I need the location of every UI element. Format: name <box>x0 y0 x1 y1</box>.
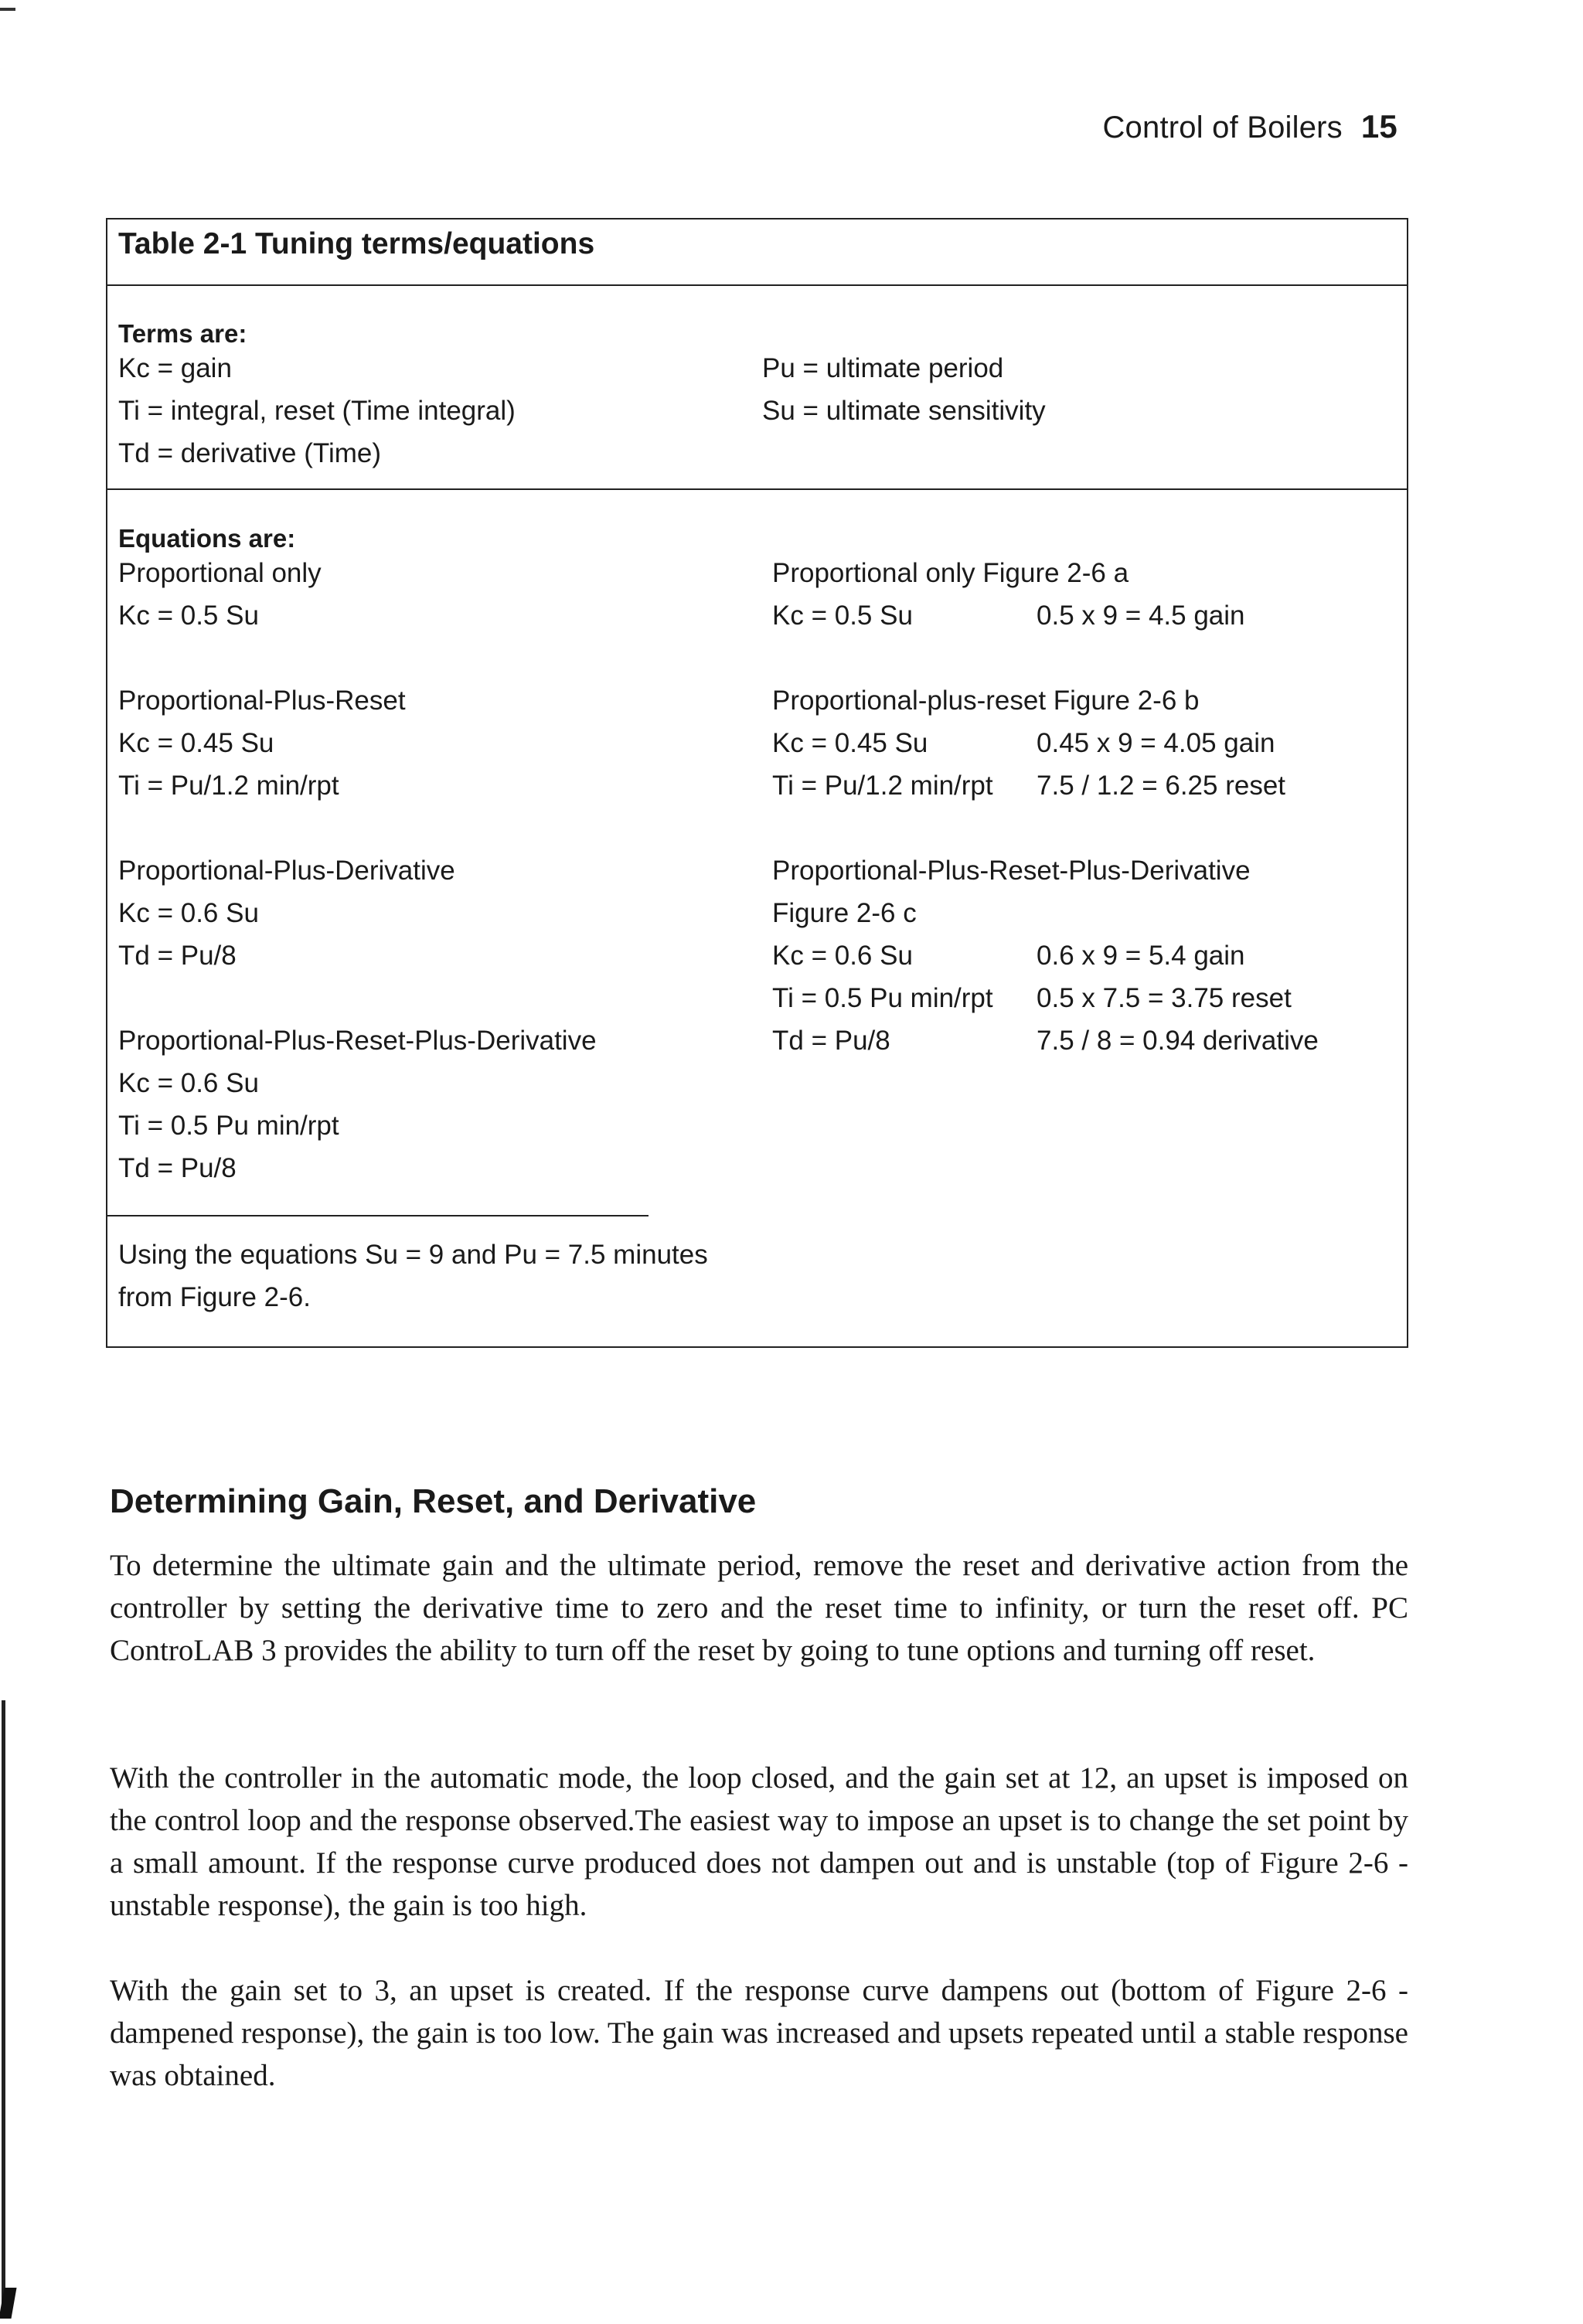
left-eq-line: Proportional-Plus-Reset-Plus-Derivative <box>118 1026 597 1056</box>
body-paragraph: With the gain set to 3, an upset is created. If the response curve dampens out (bottom of Figure 2-6 - dampened response), the gain is too low. The gain was increased and upsets repeated until a stable response was obtained. <box>110 1974 1408 2092</box>
right-calc: 0.6 x 9 = 5.4 gain <box>1037 941 1245 971</box>
left-eq-line: Kc = 0.5 Su <box>118 601 259 631</box>
footnote-line: Using the equations Su = 9 and Pu = 7.5 minutes <box>118 1240 708 1270</box>
left-eq-line: Proportional-Plus-Reset <box>118 686 406 716</box>
term-ti: Ti = integral, reset (Time integral) <box>118 396 516 426</box>
equations-heading: Equations are: <box>118 524 296 553</box>
term-pu: Pu = ultimate period <box>762 353 1004 383</box>
page-number: 15 <box>1360 108 1397 145</box>
table-rule <box>107 488 1407 490</box>
right-eq: Ti = 0.5 Pu min/rpt <box>772 983 993 1013</box>
terms-heading: Terms are: <box>118 319 247 348</box>
left-eq-line: Ti = 0.5 Pu min/rpt <box>118 1111 339 1141</box>
left-eq-line: Proportional only <box>118 558 322 588</box>
body-paragraph: With the controller in the automatic mode, the loop closed, and the gain set at 12, an upset is imposed on the control loop and the response observed.The easiest way to impose an upset is to change the set point by a small amount. If the response curve produced does not dampen out and is unstable (top of Figure 2-6 - unstable response), the gain is too high. <box>110 1761 1408 1922</box>
table-rule <box>107 284 1407 286</box>
term-su: Su = ultimate sensitivity <box>762 396 1046 426</box>
left-eq-line: Td = Pu/8 <box>118 1153 237 1183</box>
body-paragraph: To determine the ultimate gain and the ultimate period, remove the reset and derivative action from the controller by setting the derivative time to zero and the reset time to infinity, or turn the reset off. PC ControLAB 3 provides the ability to turn off the reset by going to tune options and turning off reset. <box>110 1549 1408 1667</box>
left-eq-line: Kc = 0.45 Su <box>118 728 274 758</box>
right-eq: Kc = 0.45 Su <box>772 728 928 758</box>
right-calc: 0.5 x 9 = 4.5 gain <box>1037 601 1245 631</box>
table-title: Table 2-1 Tuning terms/equations <box>118 227 595 260</box>
running-title: Control of Boilers <box>1102 111 1343 145</box>
left-eq-line: Ti = Pu/1.2 min/rpt <box>118 771 339 801</box>
right-eq: Td = Pu/8 <box>772 1026 890 1056</box>
term-td: Td = derivative (Time) <box>118 438 382 468</box>
right-calc: 0.45 x 9 = 4.05 gain <box>1037 728 1275 758</box>
footnote-rule <box>107 1215 649 1216</box>
left-eq-line: Proportional-Plus-Derivative <box>118 856 455 886</box>
right-calc: 0.5 x 7.5 = 3.75 reset <box>1037 983 1292 1013</box>
left-eq-line: Td = Pu/8 <box>118 941 237 971</box>
right-eq-title-figure: Figure 2-6 c <box>772 898 917 928</box>
right-eq: Kc = 0.5 Su <box>772 601 913 631</box>
right-calc: 7.5 / 8 = 0.94 derivative <box>1037 1026 1319 1056</box>
tuning-table <box>106 218 1408 1348</box>
term-kc: Kc = gain <box>118 353 232 383</box>
scan-edge-shadow <box>2 1700 5 2311</box>
left-eq-line: Kc = 0.6 Su <box>118 898 259 928</box>
right-eq-title: Proportional-plus-reset Figure 2-6 b <box>772 686 1200 716</box>
left-eq-line: Kc = 0.6 Su <box>118 1068 259 1098</box>
footnote-line: from Figure 2-6. <box>118 1282 311 1312</box>
section-heading: Determining Gain, Reset, and Derivative <box>110 1482 757 1520</box>
right-eq: Ti = Pu/1.2 min/rpt <box>772 771 993 801</box>
right-eq-title: Proportional-Plus-Reset-Plus-Derivative <box>772 856 1251 886</box>
right-eq-title: Proportional only Figure 2-6 a <box>772 558 1129 588</box>
running-head <box>1102 108 1397 145</box>
right-eq: Kc = 0.6 Su <box>772 941 913 971</box>
right-calc: 7.5 / 1.2 = 6.25 reset <box>1037 771 1286 801</box>
scan-mark <box>0 8 15 11</box>
